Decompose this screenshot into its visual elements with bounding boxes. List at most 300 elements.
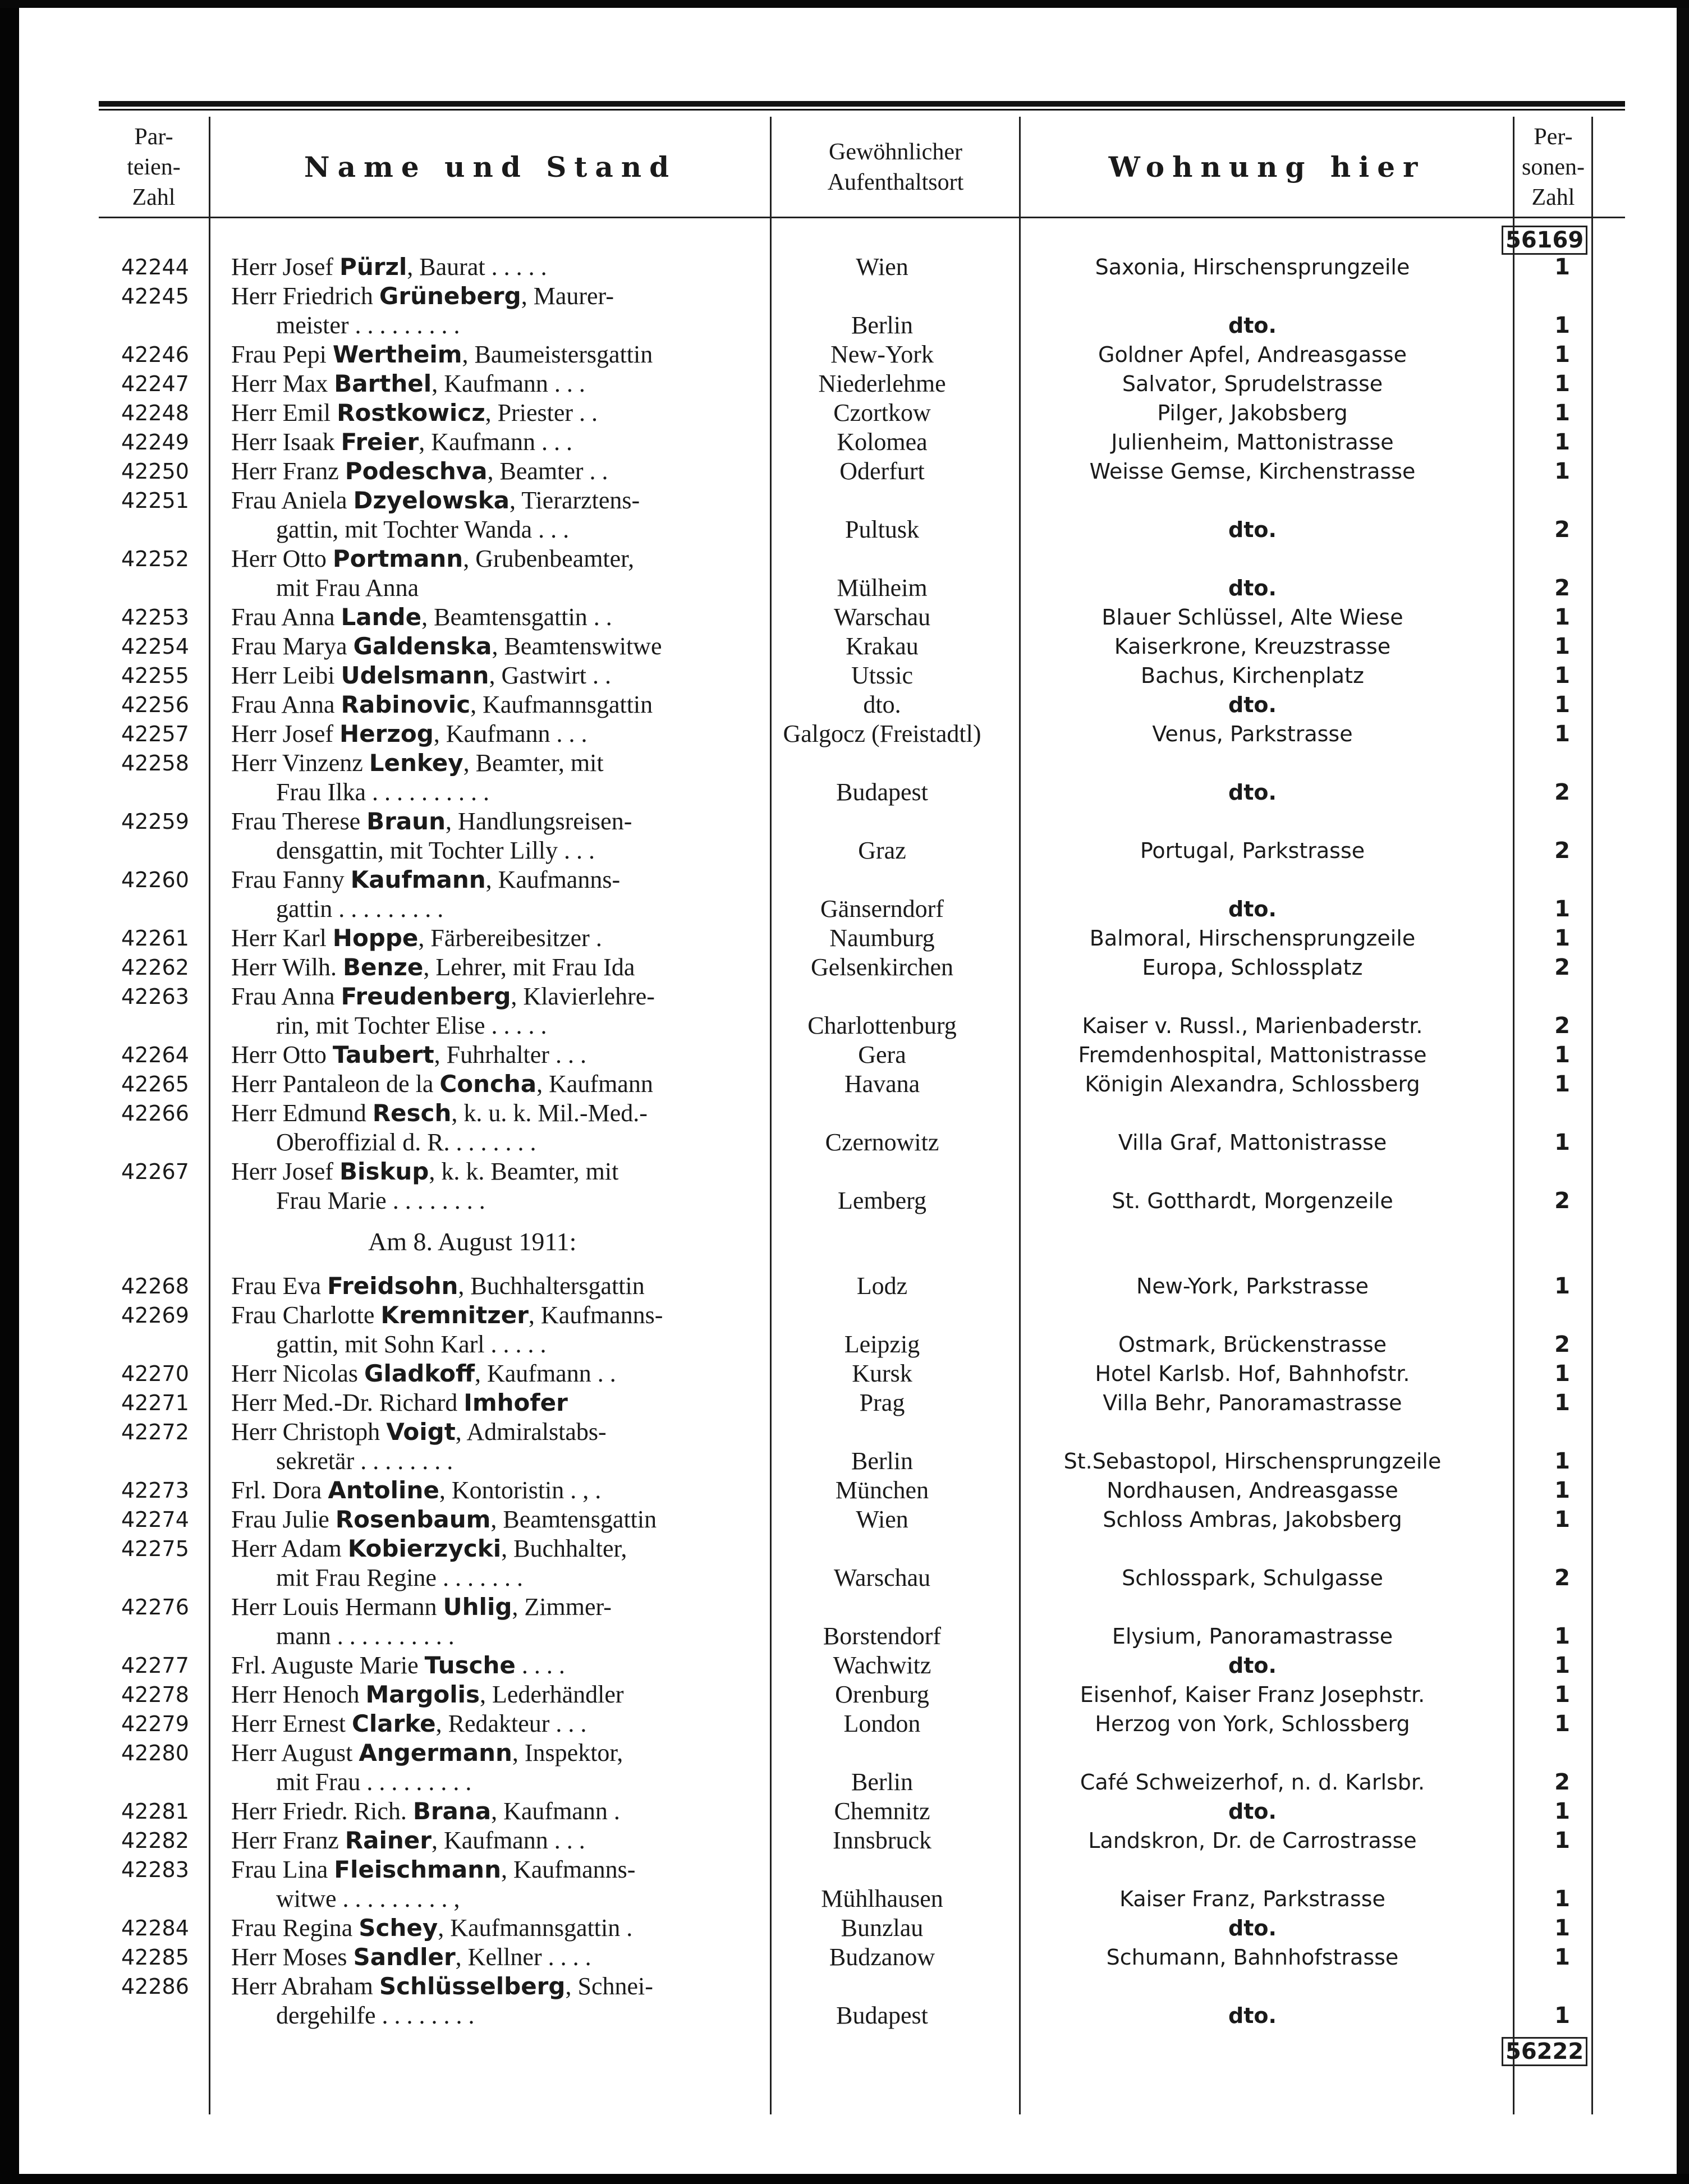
person-count: 1	[1554, 604, 1570, 630]
usual-residence: Borstendorf	[823, 1622, 942, 1650]
name-line	[231, 253, 759, 282]
surname: Clarke	[352, 1710, 436, 1737]
party-number: 42270	[121, 1361, 189, 1386]
lodging-address: Kaiserkrone, Kreuzstrasse	[1114, 634, 1391, 659]
name-prefix: Herr Henoch	[231, 1681, 366, 1708]
header-usual-residence: Gewöhnlicher Aufenthaltsort	[827, 139, 964, 195]
name-and-status	[209, 690, 759, 719]
name-and-status	[209, 1680, 759, 1709]
surname: Kremnitzer	[380, 1301, 529, 1329]
usual-residence: Czortkow	[833, 399, 931, 426]
person-count: 1	[1554, 1623, 1570, 1649]
usual-residence: Budzanow	[829, 1943, 935, 1971]
name-line	[231, 1651, 759, 1680]
table-row	[99, 544, 1625, 603]
name-line	[231, 1914, 759, 1943]
lodging-address: Weisse Gemse, Kirchenstrasse	[1089, 459, 1416, 484]
name-line	[231, 1301, 759, 1330]
lodging-address: Nordhausen, Andreasgasse	[1107, 1478, 1398, 1503]
name-suffix: , Schnei-	[565, 1972, 653, 2000]
section-date-heading: Am 8. August 1911:	[368, 1227, 577, 1256]
guest-list-table	[99, 101, 1625, 2121]
name-line	[231, 1359, 759, 1388]
person-count: 2	[1554, 517, 1570, 543]
name-line	[231, 1099, 759, 1128]
person-count: 1	[1554, 634, 1570, 659]
name-suffix: , Beamtensgattin . .	[421, 603, 612, 631]
name-and-status	[209, 253, 759, 282]
name-line	[231, 1534, 759, 1563]
name-and-status	[209, 544, 759, 603]
surname: Margolis	[365, 1681, 480, 1708]
party-number: 42266	[121, 1101, 189, 1126]
name-and-status	[209, 1301, 759, 1359]
top-rule-thin	[99, 109, 1625, 111]
name-line-continued: densgattin, mit Tochter Lilly . . .	[276, 837, 595, 864]
lodging-address: Balmoral, Hirschensprungzeile	[1089, 926, 1416, 951]
lodging-address: Herzog von York, Schlossberg	[1095, 1712, 1410, 1736]
name-line	[231, 749, 759, 778]
table-row	[99, 1388, 1625, 1417]
party-number: 42267	[121, 1159, 189, 1184]
lodging-address: dto.	[1228, 1653, 1277, 1678]
name-prefix: Herr Otto	[231, 1041, 333, 1068]
name-line	[231, 398, 759, 428]
name-and-status	[209, 1651, 759, 1680]
name-and-status	[209, 1040, 759, 1070]
name-suffix: , Färbereibesitzer .	[418, 924, 602, 952]
surname: Voigt	[386, 1418, 456, 1446]
table-row	[99, 1301, 1625, 1359]
name-and-status	[209, 1157, 759, 1215]
party-number: 42283	[121, 1857, 189, 1882]
surname: Tusche	[424, 1651, 516, 1679]
usual-residence: Utssic	[851, 662, 913, 689]
person-count: 2	[1554, 1332, 1570, 1357]
name-suffix: , Kaufmann . . .	[433, 720, 588, 747]
party-number: 42277	[121, 1653, 189, 1678]
name-line	[231, 1738, 759, 1768]
usual-residence: Mühlhausen	[821, 1885, 943, 1912]
party-number: 42271	[121, 1391, 189, 1415]
table-row	[99, 1914, 1625, 1943]
lodging-address: Julienheim, Mattonistrasse	[1111, 430, 1394, 455]
table-row	[99, 982, 1625, 1040]
surname: Rabinovic	[341, 691, 471, 718]
usual-residence: London	[843, 1710, 921, 1737]
name-suffix: , Tierarztens-	[510, 487, 640, 514]
usual-residence: Havana	[844, 1070, 920, 1098]
name-line-continued: Frau Ilka . . . . . . . . . .	[276, 778, 490, 806]
usual-residence: Bunzlau	[841, 1914, 924, 1942]
lodging-address: dto.	[1228, 1799, 1277, 1824]
name-suffix: , Kaufmannsgattin .	[438, 1914, 633, 1942]
top-rule	[99, 101, 1625, 107]
person-count: 1	[1554, 1478, 1570, 1503]
usual-residence: Kolomea	[837, 428, 928, 456]
usual-residence: Lemberg	[837, 1187, 927, 1214]
table-row	[99, 953, 1625, 982]
name-suffix: , Kaufmanns-	[485, 866, 621, 893]
party-number: 42269	[121, 1303, 189, 1328]
surname: Dzyelowska	[353, 487, 510, 514]
table-row	[99, 1651, 1625, 1680]
name-suffix: , k. u. k. Mil.-Med.-	[451, 1099, 648, 1127]
usual-residence: Gänserndorf	[820, 895, 944, 923]
name-prefix: Herr Otto	[231, 545, 333, 572]
surname: Biskup	[339, 1158, 429, 1185]
party-number: 42251	[121, 488, 189, 513]
lodging-address: Ostmark, Brückenstrasse	[1118, 1332, 1387, 1357]
name-suffix: , Buchhalter,	[501, 1535, 627, 1562]
surname: Concha	[439, 1070, 537, 1098]
name-prefix: Herr Nicolas	[231, 1360, 365, 1387]
lodging-address: Café Schweizerhof, n. d. Karlsbr.	[1080, 1770, 1425, 1795]
name-suffix: , Priester . .	[485, 399, 598, 426]
table-row	[99, 1505, 1625, 1534]
party-number: 42264	[121, 1043, 189, 1067]
party-number: 42257	[121, 722, 189, 746]
name-and-status	[209, 924, 759, 953]
person-count: 2	[1554, 838, 1570, 864]
name-and-status	[209, 1914, 759, 1943]
name-line	[231, 1040, 759, 1070]
surname: Rosenbaum	[335, 1506, 491, 1533]
party-number: 42286	[121, 1974, 189, 1999]
usual-residence: Niederlehme	[818, 370, 946, 397]
lodging-address: Eisenhof, Kaiser Franz Josephstr.	[1080, 1682, 1425, 1707]
name-prefix: Herr Vinzenz	[231, 749, 369, 777]
name-line	[231, 282, 759, 311]
party-number: 42265	[121, 1072, 189, 1096]
name-and-status	[209, 1855, 759, 1914]
lodging-address: Fremdenhospital, Mattonistrasse	[1078, 1043, 1427, 1067]
name-and-status	[209, 1593, 759, 1651]
table-row	[99, 1157, 1625, 1215]
name-suffix: , Kaufmann . .	[474, 1360, 616, 1387]
surname: Schlüsselberg	[379, 1972, 566, 2000]
name-and-status	[209, 282, 759, 340]
person-count: 1	[1554, 1828, 1570, 1853]
name-prefix: Herr Leibi	[231, 662, 341, 689]
name-line	[231, 544, 759, 573]
party-number: 42261	[121, 926, 189, 951]
party-number: 42256	[121, 692, 189, 717]
name-line	[231, 1272, 759, 1301]
table-row	[99, 1738, 1625, 1797]
header-person-count: Per- sonen- Zahl	[1522, 124, 1585, 210]
usual-residence: Berlin	[851, 1447, 913, 1475]
lodging-address: Blauer Schlüssel, Alte Wiese	[1101, 605, 1403, 630]
name-line	[231, 1070, 759, 1099]
surname: Gladkoff	[364, 1360, 475, 1387]
name-prefix: Herr Max	[231, 370, 334, 397]
surname: Freudenberg	[341, 983, 511, 1010]
lodging-address: Villa Behr, Panoramastrasse	[1103, 1391, 1402, 1415]
name-prefix: Herr Abraham	[231, 1972, 379, 2000]
lodging-address: Portugal, Parkstrasse	[1140, 838, 1365, 863]
table-row	[99, 1359, 1625, 1388]
surname: Lenkey	[369, 749, 463, 777]
person-count: 2	[1554, 1013, 1570, 1039]
name-and-status	[209, 1738, 759, 1797]
person-count: 1	[1554, 1448, 1570, 1474]
name-prefix: Frau Fanny	[231, 866, 351, 893]
name-line-continued: mit Frau Anna	[276, 574, 419, 602]
name-line-continued: rin, mit Tochter Elise . . . . .	[276, 1012, 547, 1039]
party-number: 42273	[121, 1478, 189, 1503]
person-count: 2	[1554, 955, 1570, 980]
name-and-status	[209, 1476, 759, 1505]
name-prefix: Herr Friedr. Rich.	[231, 1797, 413, 1825]
scan-border-right	[1677, 0, 1689, 2184]
name-prefix: Frau Anna	[231, 603, 341, 631]
surname: Angermann	[359, 1739, 512, 1767]
person-count: 1	[1554, 896, 1570, 922]
usual-residence: Krakau	[846, 632, 919, 660]
party-number: 42282	[121, 1828, 189, 1853]
person-count: 1	[1554, 663, 1570, 689]
party-number: 42247	[121, 371, 189, 396]
table-row	[99, 632, 1625, 661]
surname: Freier	[341, 428, 419, 456]
party-number: 42252	[121, 547, 189, 571]
lodging-address: Pilger, Jakobsberg	[1157, 401, 1348, 425]
lodging-address: dto.	[1228, 1916, 1277, 1940]
name-and-status	[209, 1272, 759, 1301]
person-count: 1	[1554, 1886, 1570, 1912]
name-and-status	[209, 1972, 759, 2030]
table-row	[99, 1709, 1625, 1738]
name-prefix: Frau Pepi	[231, 341, 333, 368]
usual-residence: Berlin	[851, 1768, 913, 1796]
name-suffix: , Beamtenswitwe	[492, 632, 662, 660]
name-line	[231, 1505, 759, 1534]
lodging-address: Saxonia, Hirschensprungzeile	[1095, 255, 1410, 279]
table-row	[99, 1272, 1625, 1301]
name-and-status	[209, 398, 759, 428]
name-prefix: Frau Aniela	[231, 487, 354, 514]
usual-residence: dto.	[863, 691, 901, 718]
name-line-continued: mit Frau . . . . . . . . .	[276, 1768, 472, 1796]
lodging-address: Elysium, Panoramastrasse	[1112, 1624, 1393, 1649]
name-and-status	[209, 807, 759, 865]
surname: Kobierzycki	[347, 1535, 502, 1562]
name-line	[231, 1855, 759, 1884]
table-row	[99, 486, 1625, 544]
lodging-address: Hotel Karlsb. Hof, Bahnhofstr.	[1095, 1361, 1410, 1386]
usual-residence: Galgocz (Freistadtl)	[783, 720, 981, 747]
name-and-status	[209, 1099, 759, 1157]
name-suffix: , Grubenbeamter,	[463, 545, 635, 572]
person-count: 1	[1554, 1653, 1570, 1678]
usual-residence: Lodz	[856, 1272, 908, 1300]
name-suffix: , Kellner . . . .	[455, 1943, 591, 1971]
surname: Benze	[343, 953, 424, 981]
table-row	[99, 661, 1625, 690]
name-prefix: Frau Regina	[231, 1914, 359, 1942]
final-total: 56222	[1502, 2037, 1587, 2066]
name-and-status	[209, 486, 759, 544]
name-suffix: , Kontoristin . , .	[439, 1476, 602, 1504]
table-row	[99, 924, 1625, 953]
surname: Rostkowicz	[337, 399, 485, 426]
party-number: 42272	[121, 1420, 189, 1444]
name-suffix: , Inspektor,	[512, 1739, 623, 1767]
party-number: 42250	[121, 459, 189, 484]
name-prefix: Herr Edmund	[231, 1099, 373, 1127]
name-prefix: Herr Franz	[231, 457, 345, 485]
name-line	[231, 1388, 759, 1417]
name-line	[231, 1972, 759, 2001]
name-suffix: , Fuhrhalter . . .	[434, 1041, 586, 1068]
name-prefix: Herr Franz	[231, 1827, 345, 1854]
usual-residence: Orenburg	[835, 1681, 929, 1708]
lodging-address: Schumann, Bahnhofstrasse	[1106, 1945, 1399, 1970]
surname: Grüneberg	[379, 282, 521, 310]
name-prefix: Frl. Dora	[231, 1476, 328, 1504]
name-suffix: , Baurat . . . . .	[407, 253, 547, 281]
lodging-address: dto.	[1228, 2003, 1277, 2028]
table-row	[99, 1593, 1625, 1651]
name-line	[231, 1943, 759, 1972]
usual-residence: Naumburg	[829, 924, 935, 952]
rows-group-b	[99, 1272, 1625, 2030]
usual-residence: Oderfurt	[839, 457, 925, 485]
name-suffix: , Admiralstabs-	[455, 1418, 607, 1446]
name-prefix: Frau Therese	[231, 807, 367, 835]
lodging-address: Schlosspark, Schulgasse	[1122, 1566, 1383, 1590]
table-row	[99, 253, 1625, 282]
name-line	[231, 719, 759, 749]
usual-residence: Leipzig	[844, 1330, 920, 1358]
surname: Sandler	[353, 1943, 456, 1971]
surname: Uhlig	[443, 1593, 512, 1621]
name-and-status	[209, 749, 759, 807]
usual-residence: Prag	[859, 1389, 905, 1416]
lodging-address: Venus, Parkstrasse	[1152, 722, 1353, 746]
name-line-continued: dergehilfe . . . . . . . .	[276, 2002, 475, 2029]
table-row	[99, 1797, 1625, 1826]
person-count: 1	[1554, 458, 1570, 484]
name-line-continued: gattin, mit Sohn Karl . . . . .	[276, 1330, 547, 1358]
usual-residence: Czernowitz	[825, 1128, 939, 1156]
name-and-status	[209, 340, 759, 369]
name-line-continued: sekretär . . . . . . . .	[276, 1447, 453, 1475]
name-line	[231, 340, 759, 369]
lodging-address: Europa, Schlossplatz	[1142, 955, 1363, 980]
name-prefix: Herr Friedrich	[231, 282, 379, 310]
party-number: 42245	[121, 284, 189, 309]
person-count: 1	[1554, 1682, 1570, 1708]
table-row	[99, 690, 1625, 719]
surname: Portmann	[332, 545, 463, 572]
name-prefix: Frau Julie	[231, 1506, 336, 1533]
table-row	[99, 428, 1625, 457]
table-row	[99, 340, 1625, 369]
table-row	[99, 807, 1625, 865]
party-number: 42279	[121, 1712, 189, 1736]
lodging-address: Bachus, Kirchenplatz	[1141, 663, 1364, 688]
surname: Imhofer	[463, 1389, 568, 1416]
name-line	[231, 1826, 759, 1855]
person-count: 1	[1554, 254, 1570, 280]
party-number: 42274	[121, 1507, 189, 1532]
scan-border-top	[0, 0, 1689, 8]
party-number: 42280	[121, 1741, 189, 1765]
party-number: 42260	[121, 868, 189, 892]
usual-residence: Berlin	[851, 311, 913, 339]
table-row	[99, 1680, 1625, 1709]
usual-residence: Warschau	[833, 603, 931, 631]
lodging-address: Salvator, Sprudelstrasse	[1122, 371, 1383, 396]
name-suffix: , Baumeistersgattin	[462, 341, 653, 368]
surname: Kaufmann	[350, 866, 486, 893]
name-suffix: , Lederhändler	[480, 1681, 624, 1708]
lodging-address: Goldner Apfel, Andreasgasse	[1098, 342, 1407, 367]
name-prefix: Herr Isaak	[231, 428, 341, 456]
name-line	[231, 1709, 759, 1738]
lodging-address: Kaiser v. Russl., Marienbaderstr.	[1082, 1013, 1423, 1038]
surname: Freidsohn	[327, 1272, 458, 1300]
usual-residence: Wien	[856, 253, 908, 281]
name-line	[231, 603, 759, 632]
person-count: 1	[1554, 1711, 1570, 1737]
name-suffix: , Beamter . .	[487, 457, 608, 485]
surname: Rainer	[345, 1827, 432, 1854]
party-number: 42246	[121, 342, 189, 367]
person-count: 1	[1554, 1390, 1570, 1416]
name-line-continued: Oberoffizial d. R. . . . . . . .	[276, 1128, 536, 1156]
table-row	[99, 282, 1625, 340]
lodging-address: Schloss Ambras, Jakobsberg	[1103, 1507, 1402, 1532]
name-prefix: Herr Pantaleon de la	[231, 1070, 440, 1098]
name-line-continued: gattin . . . . . . . . .	[276, 895, 444, 923]
name-line	[231, 1593, 759, 1622]
name-suffix: , Redakteur . . .	[435, 1710, 587, 1737]
name-line	[231, 457, 759, 486]
name-line-continued: gattin, mit Tochter Wanda . . .	[276, 516, 570, 543]
person-count: 1	[1554, 342, 1570, 368]
person-count: 2	[1554, 1565, 1570, 1591]
name-and-status	[209, 369, 759, 398]
name-suffix: , Kaufmann . . .	[432, 370, 585, 397]
scan-border-bottom	[0, 2174, 1689, 2184]
surname: Braun	[366, 807, 446, 835]
table-row	[99, 369, 1625, 398]
lodging-address: dto.	[1228, 576, 1277, 600]
name-suffix: , Kaufmannsgattin	[470, 691, 653, 718]
party-number: 42285	[121, 1945, 189, 1970]
name-line-continued: Frau Marie . . . . . . . .	[276, 1187, 485, 1214]
name-line-continued: meister . . . . . . . . .	[276, 311, 460, 339]
name-line	[231, 1476, 759, 1505]
table-row	[99, 398, 1625, 428]
usual-residence: Charlottenburg	[807, 1012, 957, 1039]
name-prefix: Frau Anna	[231, 983, 341, 1010]
lodging-address: dto.	[1228, 780, 1277, 805]
usual-residence: Wien	[856, 1506, 908, 1533]
name-prefix: Herr Christoph	[231, 1418, 387, 1446]
name-prefix: Herr Moses	[231, 1943, 354, 1971]
party-number: 42259	[121, 809, 189, 834]
person-count: 1	[1554, 721, 1570, 747]
header-lodging-here: Wohnung hier	[1108, 150, 1426, 183]
name-and-status	[209, 603, 759, 632]
table-row	[99, 1943, 1625, 1972]
name-suffix: , Maurer-	[521, 282, 614, 310]
name-suffix: , Gastwirt . .	[489, 662, 611, 689]
